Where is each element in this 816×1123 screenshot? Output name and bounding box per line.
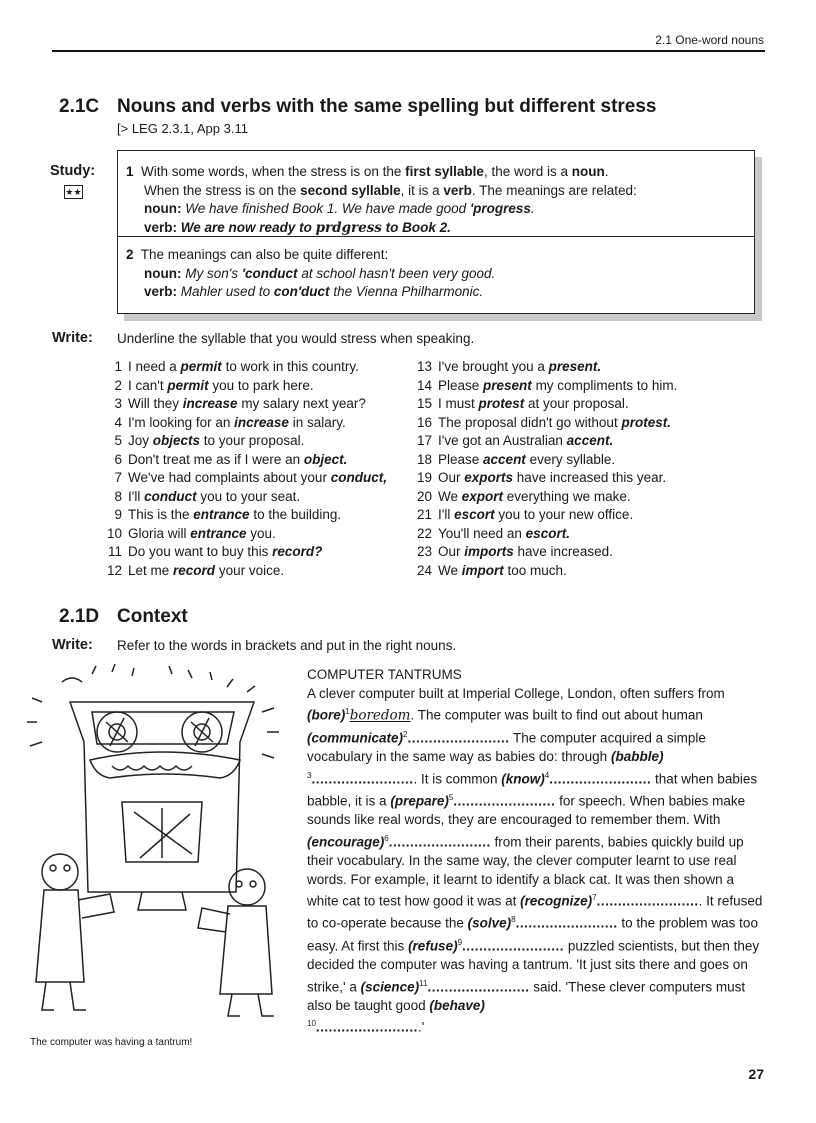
passage-title: COMPUTER TANTRUMS [307,667,462,682]
exercise-item [414,488,677,507]
text: from their parents, babies quickly build up their vocabulary. In the same way, the clever computer learnt to use real words. For example, it learnt to identify a black cat. It was then shown a white cat to test how good it was at [307,834,744,909]
text: A clever computer built at Imperial College, London, often suffers from [307,685,725,701]
prompt-word: (science) [360,979,420,995]
exercise-item [104,358,387,377]
handwritten-answer[interactable]: boredom [349,707,411,724]
answer-blank[interactable]: ........................ [388,834,491,850]
item-number: 1 [114,359,122,374]
item-text: I must [438,396,479,411]
exercise-item [414,395,677,414]
exercise-item [414,506,677,525]
item-text: I'm looking for an [128,414,235,430]
text: The meanings can also be quite different: [140,247,389,262]
exercise-item [104,562,387,581]
section-d-number: 2.1D [59,606,100,627]
prompt-word: (babble) [610,748,664,764]
prompt-word: (refuse) [408,938,458,954]
item-number: 5 [114,433,122,448]
cartoon-illustration [22,662,290,1024]
stress-word[interactable]: conduct, [330,470,387,485]
verb-label: verb: [144,284,178,299]
text: . [604,164,609,179]
item-text: too much. [503,562,567,578]
item-number: 7 [114,470,122,485]
stress-word[interactable]: exports [464,470,514,485]
stress-word[interactable]: accent [483,451,526,467]
item-number: 16 [416,414,432,430]
item-text: I need a [128,359,181,374]
item-number: 9 [114,507,122,522]
stress-word[interactable]: permit [180,359,222,374]
exercise-item [104,525,387,544]
exercise-list-left [104,358,387,580]
item-number: 22 [416,525,432,541]
stress-word[interactable]: increase [182,396,238,411]
study-point-2 [126,246,495,302]
item-text: Don't treat me as if I were an [128,451,304,467]
study-point-1 [126,163,637,237]
item-number: 24 [416,562,432,578]
stress-word[interactable]: entrance [193,507,250,522]
exercise-item [414,562,677,581]
item-text: you. [246,525,276,541]
exercise-item [104,377,387,396]
example: to Book 2. [381,219,451,235]
exercise-item [414,414,677,433]
exercise-item [414,432,677,451]
text: . The computer was built to find out about human [410,707,703,723]
item-text: Please [438,377,484,393]
exercise-item [414,358,677,377]
prompt-word: (recognize) [520,893,593,909]
text: said. 'These clever computers must also be taught good [307,979,746,1013]
illustration-caption: The computer was having a tantrum! [30,1037,193,1048]
text: , it is a [400,182,444,198]
context-instruction: Refer to the words in brackets and put in the right nouns. [117,638,457,653]
item-text: have increased. [513,544,613,559]
text: first syllable [405,164,484,179]
item-number: 21 [416,507,432,522]
example-word: 'progress [469,201,531,216]
item-number: 6 [114,451,122,467]
stress-word[interactable]: imports [464,544,514,559]
text: for speech. When babies make sounds like real words, they are encouraged to remember them. With [307,793,746,827]
item-text: Our [438,544,465,559]
item-number: 13 [416,359,432,374]
item-text: You'll need an [438,525,526,541]
item-number: 3 [114,396,122,411]
item-text: I'll [438,507,455,522]
write-instruction: Underline the syllable that you would stress when speaking. [117,331,475,346]
example: at school hasn't been very good. [297,265,496,281]
answer-blank[interactable]: ........................ [311,771,414,787]
stress-word[interactable]: record [173,562,216,578]
noun-label: noun: [144,201,182,216]
stress-word[interactable]: object. [303,451,348,467]
item-text: Do you want to buy this [128,544,273,559]
answer-blank[interactable]: ........................ [453,793,556,809]
exercise-list-right [414,358,677,580]
exercise-item [104,488,387,507]
exercise-item [414,525,677,544]
noun-label: noun: [144,265,182,281]
item-text: your voice. [215,562,285,578]
answer-blank[interactable]: ........................ [315,1019,418,1035]
item-text: Please [438,451,484,467]
item-number: 17 [416,433,432,448]
running-header: 2.1 One-word nouns [655,33,764,47]
item-text: We [438,562,462,578]
text: puzzled scientists, but then they decided the computer was having a tantrum. 'It just sits there and goes on strike,' a [307,938,760,995]
point-number: 2 [126,247,134,262]
write-label: Write: [52,330,93,346]
section-c-reference: [> LEG 2.3.1, App 3.11 [117,121,248,136]
item-number: 4 [114,414,122,430]
item-number: 20 [416,488,432,504]
item-text: We've had complaints about your [128,470,331,485]
stress-word[interactable]: export [461,488,504,504]
item-text: Let me [128,562,174,578]
text: , the word is a [483,164,572,179]
section-d-title: Context [117,606,188,627]
text: noun [571,164,605,179]
item-number: 12 [106,562,122,578]
stress-word[interactable]: objects [152,433,201,448]
item-text: I've brought you a [438,359,549,374]
write-label-2: Write: [52,637,93,653]
item-text: to work in this country. [221,359,359,374]
example: Mahler used to [180,284,274,299]
answer-blank[interactable]: ........................ [427,979,530,995]
item-text: at your proposal. [524,396,629,411]
exercise-item [414,451,677,470]
text: verb [443,182,472,198]
text: . It refused to co-operate because the [307,893,763,931]
item-number: 14 [416,377,432,393]
text: that when babies babble, it is a [307,771,758,809]
passage-body: A clever computer built at Imperial College, London, often suffers from (bore)$^1$boredom. The computer was built to find out about human (communicate)$^2$........................ The computer acquired a simple vocabulary in the same way as babies do: through (babble) $^3$......................... It is common (know)$^4$........................ that when babies babble, it is a (prepare)$^5$........................ for speech. When babies make sounds like real words, they are encouraged to remember them. With (encourage)$^6$........................ from their parents, babies quickly build up their vocabulary. In the same way, the clever computer learnt to use real words. For example, it learnt to identify a black cat. It was then shown a white cat to test how good it was at (recognize)$^7$......................... It refused to co-operate because the (solve)$^8$........................ to the problem was too easy. At first this (refuse)$^9$........................ puzzled scientists, but then they decided the computer was having a tantrum. 'It just sits there and goes on strike,' a (science)$^{11}$........................ said. 'These clever computers must also be taught good (behave) [307,685,763,1013]
item-text: to your proposal. [200,433,305,448]
text: . The meanings are related: [471,182,637,198]
item-text: Will they [128,396,183,411]
exercise-item [104,451,387,470]
item-text: you to park here. [208,377,314,393]
passage-last-line: $^{10}$.........................' [307,1019,425,1035]
item-text: every syllable. [525,451,616,467]
example: My son's [185,265,242,281]
exercise-item [104,543,387,562]
text: . It is common [413,771,498,787]
verb-label: verb: [144,219,178,235]
item-text: Our [438,470,465,485]
answer-blank[interactable]: ........................ [549,771,652,787]
answer-blank[interactable]: ........................ [462,938,565,954]
example: the Vienna Philharmonic. [329,284,484,299]
item-number: 15 [416,396,432,411]
example: . [530,201,535,216]
answer-blank[interactable]: ........................ [596,893,699,909]
prompt-word: (behave) [429,997,485,1013]
prompt-word: (bore) [307,707,346,723]
exercise-item [414,377,677,396]
stress-word[interactable]: present [483,377,532,393]
item-text: Gloria will [128,525,191,541]
stress-word[interactable]: permit [167,377,209,393]
item-text: We [438,488,462,504]
text: When the stress is on the [144,182,301,198]
exercise-item [104,432,387,451]
item-text: everything we make. [503,488,631,504]
item-text: you to your seat. [196,488,301,504]
item-text: my salary next year? [237,396,366,411]
text: The computer acquired a simple vocabulary in the same way as babies do: through [307,730,706,764]
passage [307,666,769,1038]
exercise-item [414,543,677,562]
stress-word[interactable]: record? [272,544,323,559]
item-number: 8 [114,488,122,504]
study-box [117,150,755,314]
prompt-word: (solve) [467,915,512,931]
item-text: you to your new office. [494,507,634,522]
exercise-item [104,414,387,433]
item-number: 23 [416,544,432,559]
text: to the problem was too easy. At first this [307,915,758,954]
item-number: 11 [107,544,122,559]
page-number: 27 [748,1066,764,1082]
stress-word[interactable]: conduct [144,488,197,504]
example-word: prdgress [315,219,382,236]
item-text: have increased this year. [513,470,667,485]
section-c-title: Nouns and verbs with the same spelling but different stress [117,96,657,117]
header-rule [52,50,765,52]
item-text: in salary. [288,414,346,430]
stress-word[interactable]: present. [548,359,602,374]
stress-word[interactable]: escort [454,507,495,522]
text: second syllable [300,182,401,198]
text: With some words, when the stress is on the [141,164,406,179]
prompt-word: (prepare) [390,793,449,809]
prompt-word: (encourage) [307,834,385,850]
exercise-item [104,469,387,488]
answer-blank[interactable]: ........................ [515,915,618,931]
item-text: my compliments to him. [531,377,678,393]
prompt-word: (communicate) [307,730,404,746]
stress-word[interactable]: escort. [525,525,570,541]
difficulty-stars: ★★ [65,187,82,197]
example: We are now ready to [180,219,316,235]
example-word: 'conduct [241,265,298,281]
example-word: con'duct [273,284,330,299]
exercise-item [104,506,387,525]
item-text: I'll [128,488,145,504]
item-text: The proposal didn't go without [438,414,622,430]
point-number: 1 [126,164,134,179]
item-number: 19 [416,470,432,485]
stress-word[interactable]: import [461,562,504,578]
exercise-item [414,469,677,488]
stress-word[interactable]: entrance [190,525,247,541]
item-text: I can't [128,377,168,393]
item-text: This is the [128,507,194,522]
item-number: 2 [114,377,122,393]
item-text: Joy [128,433,153,448]
item-text: to the building. [249,507,342,522]
stress-word[interactable]: accent. [566,433,614,448]
item-number: 10 [106,525,122,541]
study-label: Study: [50,163,96,179]
stress-word[interactable]: protest [478,396,525,411]
example: We have finished Book 1. We have made good [185,201,470,216]
section-c-number: 2.1C [59,96,100,117]
item-number: 18 [416,451,432,467]
stress-word[interactable]: protest. [621,414,671,430]
exercise-item [104,395,387,414]
study-divider [118,236,754,237]
stress-word[interactable]: increase [234,414,289,430]
item-text: I've got an Australian [438,433,567,448]
answer-blank[interactable]: ........................ [407,730,510,746]
prompt-word: (know) [501,771,545,787]
text: .' [417,1019,425,1035]
